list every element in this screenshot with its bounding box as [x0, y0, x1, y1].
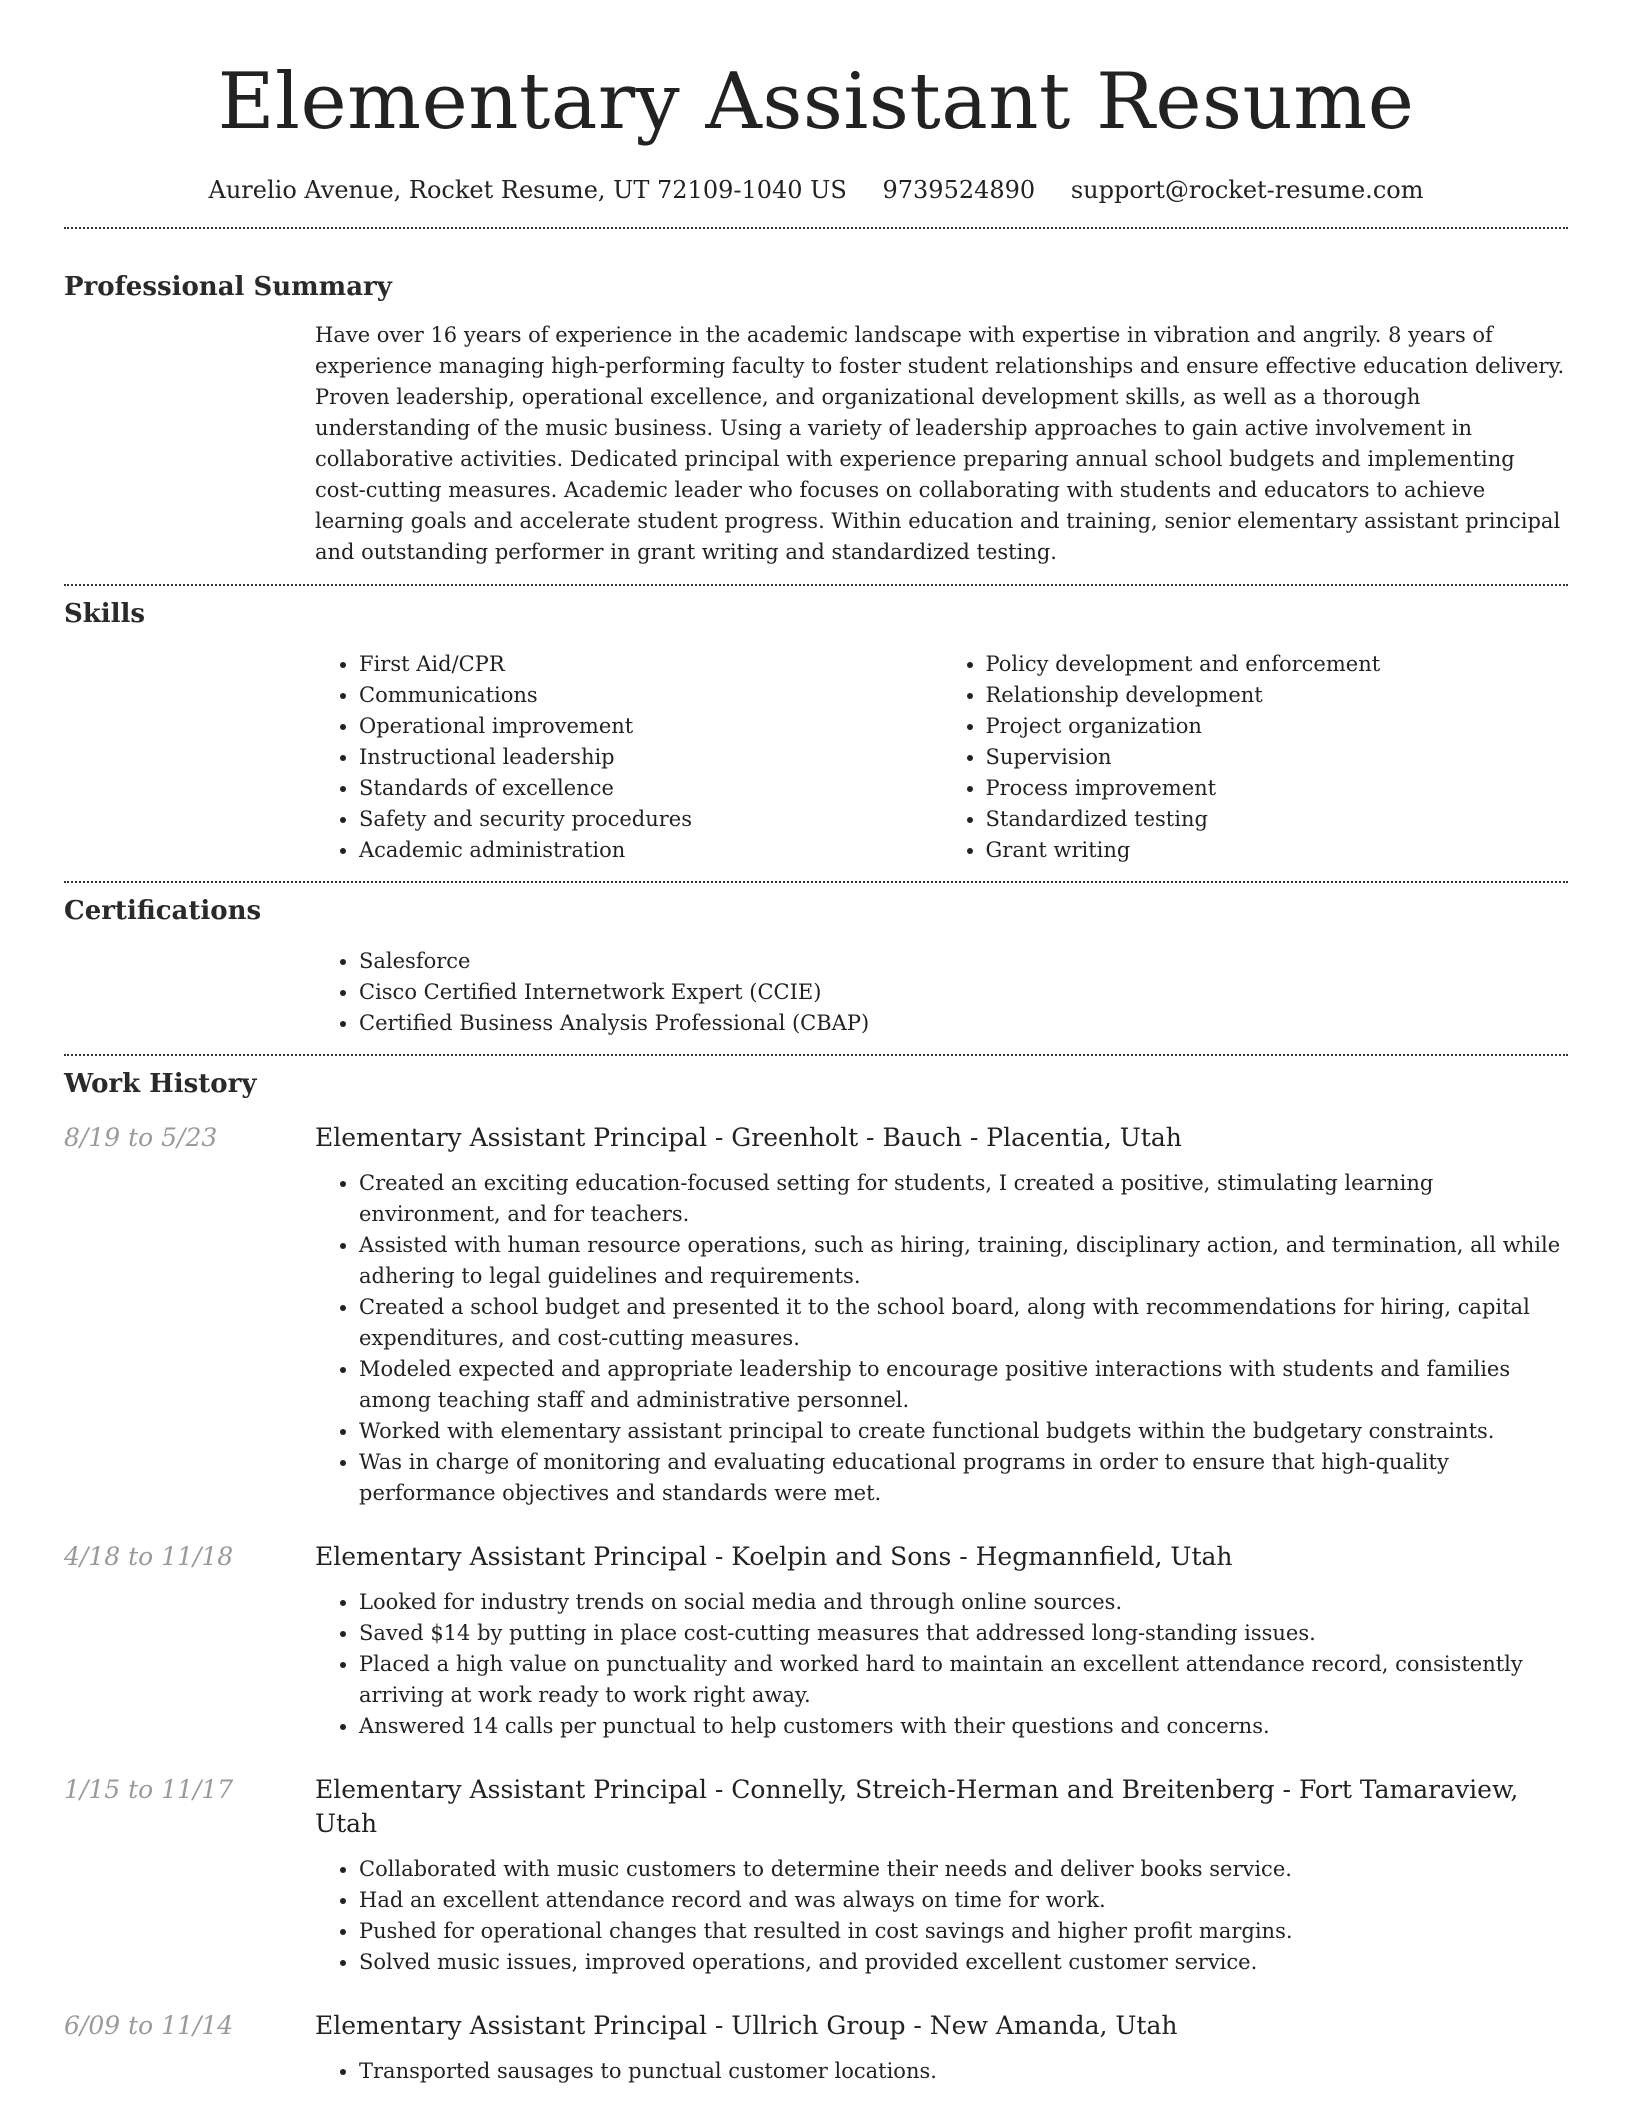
list-item: • Created a school budget and presented it to the school board, along with recommendations for hiring, capital expenditures, and cost-cutting measures.: [359, 1292, 1568, 1354]
job-entry: [64, 1121, 1568, 1509]
list-item: • Collaborated with music customers to determine their needs and deliver books service.: [359, 1854, 1568, 1885]
summary-text: Have over 16 years of experience in the academic landscape with expertise in vibration and angrily. 8 years of experience managing high-performing faculty to foster student relationships and ensure effective education delivery. Proven leadership, operational excellence, and organizational development skills, as well as a thorough understanding of the music business. Using a variety of leadership approaches to gain active involvement in collaborative activities. Dedicated principal with experience preparing annual school budgets and implementing cost-cutting measures. Academic leader who focuses on collaborating with students and educators to achieve learning goals and accelerate student progress. Within education and training, senior elementary assistant principal and outstanding performer in grant writing and standardized testing.: [315, 323, 1565, 564]
skills-column-right: [942, 649, 1569, 866]
list-item: • Looked for industry trends on social media and through online sources.: [359, 1587, 1568, 1618]
resume-page: [64, 0, 1568, 2087]
job-title: Elementary Assistant Principal - Koelpin and Sons - Hegmannfield, Utah: [315, 1542, 1233, 1571]
list-item: • Process improvement: [986, 773, 1569, 804]
section-title-skills: Skills: [64, 599, 146, 629]
list-item: • Modeled expected and appropriate leadership to encourage positive interactions with students and families among teaching staff and administrative personnel.: [359, 1354, 1568, 1416]
list-item: • Policy development and enforcement: [986, 649, 1569, 680]
divider: [64, 584, 1568, 586]
job-dates: 1/15 to 11/17: [64, 1775, 234, 1804]
list-item: • Safety and security procedures: [359, 804, 942, 835]
job-title: Elementary Assistant Principal - Greenholt - Bauch - Placentia, Utah: [315, 1123, 1182, 1152]
list-item: • Answered 14 calls per punctual to help customers with their questions and concerns.: [359, 1711, 1568, 1742]
job-title: Elementary Assistant Principal - Ullrich Group - New Amanda, Utah: [315, 2011, 1178, 2040]
list-item: • Standards of excellence: [359, 773, 942, 804]
list-item: • Communications: [359, 680, 942, 711]
list-item: • Instructional leadership: [359, 742, 942, 773]
section-title-work-history: Work History: [64, 1069, 257, 1099]
list-item: • First Aid/CPR: [359, 649, 942, 680]
job-bullets: [315, 1168, 1568, 1509]
list-item: • Academic administration: [359, 835, 942, 866]
list-item: • Project organization: [986, 711, 1569, 742]
list-item: • Cisco Certified Internetwork Expert (CCIE): [359, 977, 1568, 1008]
job-header: [64, 1121, 1568, 1155]
section-title-certifications: Certifications: [64, 896, 262, 926]
list-item: • Standardized testing: [986, 804, 1569, 835]
job-entry: [64, 1540, 1568, 1742]
list-item: • Pushed for operational changes that resulted in cost savings and higher profit margins.: [359, 1916, 1568, 1947]
contact-line: [64, 172, 1568, 208]
phone[interactable]: 9739524890: [882, 176, 1036, 204]
divider: [64, 1054, 1568, 1056]
email[interactable]: support@rocket-resume.com: [1070, 176, 1424, 204]
list-item: • Saved $14 by putting in place cost-cutting measures that addressed long-standing issues.: [359, 1618, 1568, 1649]
list-item: • Had an excellent attendance record and was always on time for work.: [359, 1885, 1568, 1916]
list-item: • Assisted with human resource operations, such as hiring, training, disciplinary action, and termination, all while adhering to legal guidelines and requirements.: [359, 1230, 1568, 1292]
list-item: • Grant writing: [986, 835, 1569, 866]
list-item: • Was in charge of monitoring and evaluating educational programs in order to ensure that high-quality performance objectives and standards were met.: [359, 1447, 1568, 1509]
job-header: [64, 1773, 1568, 1841]
job-entry: [64, 1773, 1568, 1978]
certifications-bullets: [315, 946, 1568, 1039]
job-bullets: [315, 2056, 1568, 2087]
job-title: Elementary Assistant Principal - Connelly, Streich-Herman and Breitenberg - Fort Tamaraview, Utah: [315, 1775, 1519, 1838]
list-item: • Certified Business Analysis Professional (CBAP): [359, 1008, 1568, 1039]
skills-list: [315, 649, 1568, 866]
list-item: • Created an exciting education-focused setting for students, I created a positive, stimulating learning environment, and for teachers.: [359, 1168, 1568, 1230]
divider: [64, 881, 1568, 883]
certifications-list: [315, 946, 1568, 1039]
job-bullets: [315, 1854, 1568, 1978]
list-item: • Placed a high value on punctuality and worked hard to maintain an excellent attendance record, consistently arriving at work ready to work right away.: [359, 1649, 1568, 1711]
list-item: • Salesforce: [359, 946, 1568, 977]
job-dates: 4/18 to 11/18: [64, 1542, 234, 1571]
job-dates: 8/19 to 5/23: [64, 1123, 218, 1152]
skills-column-left: [315, 649, 942, 866]
job-header: [64, 1540, 1568, 1574]
list-item: • Solved music issues, improved operations, and provided excellent customer service.: [359, 1947, 1568, 1978]
section-title-summary: Professional Summary: [64, 272, 392, 302]
job-dates: 6/09 to 11/14: [64, 2011, 234, 2040]
divider: [64, 227, 1568, 229]
address: Aurelio Avenue, Rocket Resume, UT 72109-1040 US: [208, 176, 847, 204]
list-item: • Relationship development: [986, 680, 1569, 711]
job-entry: [64, 2009, 1568, 2087]
list-item: • Supervision: [986, 742, 1569, 773]
job-header: [64, 2009, 1568, 2043]
resume-title: Elementary Assistant Resume: [217, 57, 1415, 147]
list-item: • Worked with elementary assistant principal to create functional budgets within the budgetary constraints.: [359, 1416, 1568, 1447]
list-item: • Operational improvement: [359, 711, 942, 742]
list-item: • Transported sausages to punctual customer locations.: [359, 2056, 1568, 2087]
job-bullets: [315, 1587, 1568, 1742]
